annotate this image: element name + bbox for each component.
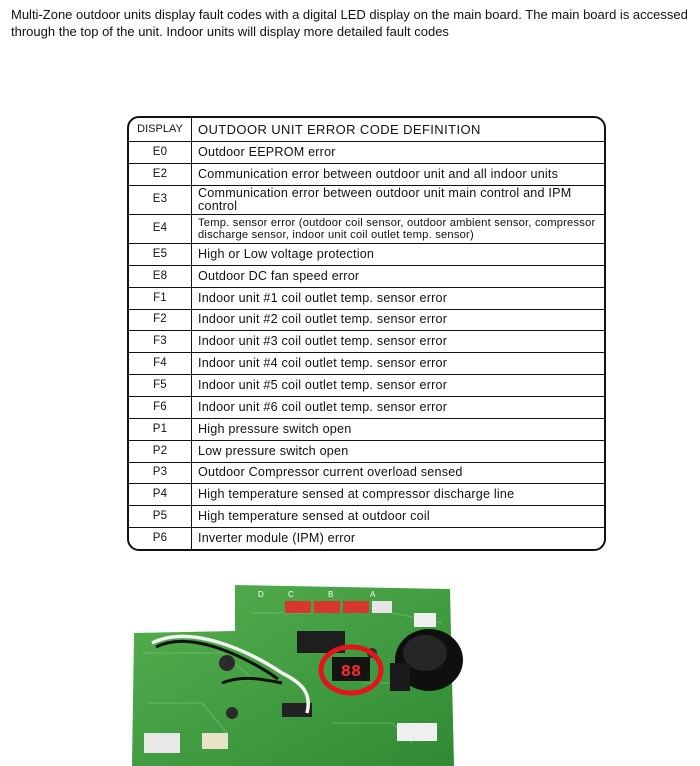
error-definition-cell: Indoor unit #2 coil outlet temp. sensor error [192,309,605,331]
error-code-cell: E4 [129,214,192,243]
connector [414,613,436,627]
table-row [129,185,604,214]
connector [285,601,311,613]
error-definition-cell: Outdoor EEPROM error [192,141,605,163]
table-row [129,141,604,163]
column-header-definition: OUTDOOR UNIT ERROR CODE DEFINITION [192,118,605,141]
connector-label: B [328,590,334,599]
table-row [129,528,604,549]
table-row [129,375,604,397]
error-code-table [127,116,606,551]
table-row [129,265,604,287]
intro-paragraph: Multi-Zone outdoor units display fault codes with a digital LED display on the main board. The main board is accessed through the top of the unit. Indoor units will display more detailed fault codes [11,7,688,39]
capacitor [219,655,235,671]
connector-label: C [288,590,294,599]
led-readout: 88 [340,663,362,682]
error-definition-cell: Indoor unit #4 coil outlet temp. sensor error [192,353,605,375]
table-header-row [129,118,604,141]
error-definition-cell: Low pressure switch open [192,440,605,462]
error-code-cell: F3 [129,331,192,353]
error-definition-cell: Communication error between outdoor unit main control and IPM control [192,185,605,214]
error-code-cell: P3 [129,462,192,484]
table-row [129,396,604,418]
error-code-cell: P1 [129,418,192,440]
connector-label: D [258,590,264,599]
error-definition-cell: Inverter module (IPM) error [192,528,605,549]
relay [202,733,228,749]
connector [372,601,392,613]
table-row [129,309,604,331]
error-code-cell: E2 [129,163,192,185]
error-code-cell: F6 [129,396,192,418]
error-code-cell: P4 [129,484,192,506]
error-code-cell: P6 [129,528,192,549]
table-row [129,506,604,528]
error-code-cell: E5 [129,243,192,265]
column-header-display: DISPLAY [129,118,192,141]
table-row [129,243,604,265]
table-row [129,440,604,462]
error-definition-cell: Outdoor DC fan speed error [192,265,605,287]
error-definition-cell: Indoor unit #1 coil outlet temp. sensor error [192,287,605,309]
table-row [129,287,604,309]
main-board-photo [132,583,472,766]
error-code-cell: P2 [129,440,192,462]
error-code-cell: E8 [129,265,192,287]
table-row [129,462,604,484]
table-row [129,484,604,506]
table-row [129,214,604,243]
connector [314,601,340,613]
error-definition-cell: High or Low voltage protection [192,243,605,265]
connector-row [285,601,392,613]
terminal-block [144,733,180,753]
error-code-cell: F1 [129,287,192,309]
error-code-cell: E0 [129,141,192,163]
error-code-cell: E3 [129,185,192,214]
connector [343,601,369,613]
error-definition-cell: High pressure switch open [192,418,605,440]
error-definition-cell: Indoor unit #5 coil outlet temp. sensor error [192,375,605,397]
table-row [129,353,604,375]
table-row [129,418,604,440]
table-row [129,163,604,185]
error-definition-cell: Temp. sensor error (outdoor coil sensor, outdoor ambient sensor, compressor discharge sensor, indoor unit coil outlet temp. sensor) [192,214,605,243]
error-code-cell: F5 [129,375,192,397]
error-definition-cell: High temperature sensed at compressor discharge line [192,484,605,506]
connector-label: A [370,590,376,599]
error-definition-cell: High temperature sensed at outdoor coil [192,506,605,528]
capacitor [226,707,238,719]
error-definition-cell: Indoor unit #6 coil outlet temp. sensor error [192,396,605,418]
error-definition-cell: Indoor unit #3 coil outlet temp. sensor error [192,331,605,353]
error-code-cell: P5 [129,506,192,528]
terminal-block [397,723,437,741]
error-definition-cell: Communication error between outdoor unit and all indoor units [192,163,605,185]
error-code-cell: F2 [129,309,192,331]
error-definition-cell: Outdoor Compressor current overload sensed [192,462,605,484]
table-row [129,331,604,353]
error-code-cell: F4 [129,353,192,375]
